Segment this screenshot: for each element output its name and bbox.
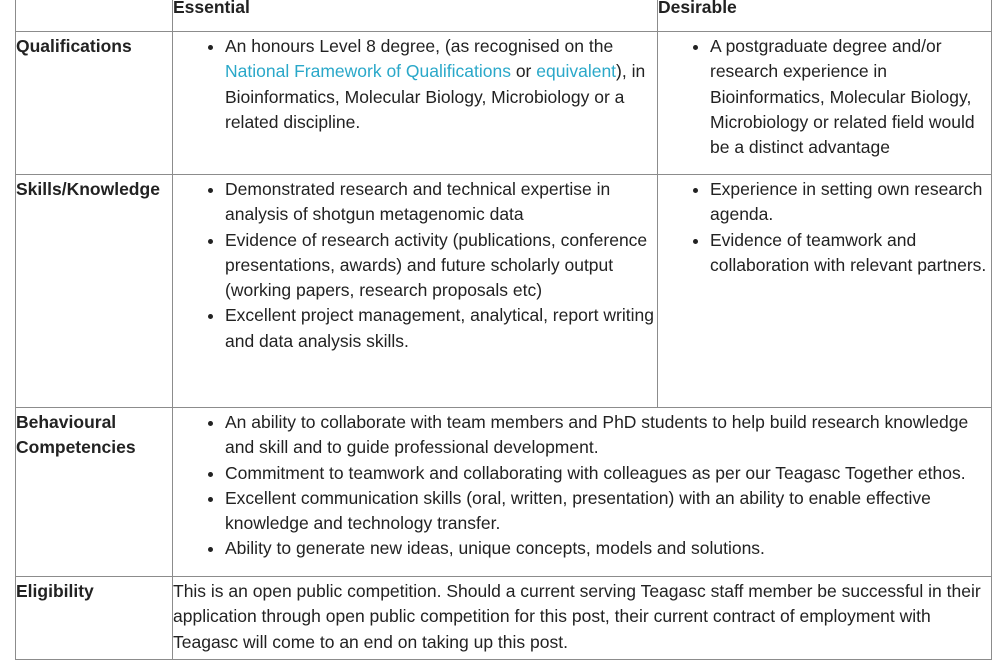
list-item: • Excellent communication skills (oral, written, presentation) with an ability to enable effective knowledge and technology transfer. (225, 486, 991, 537)
skills-label: Skills/Knowledge (16, 175, 173, 408)
qualifications-essential-text-1: An honours Level 8 degree, (as recognised on the (225, 36, 614, 56)
qualifications-row (16, 32, 992, 175)
header-desirable: Desirable (658, 0, 992, 32)
header-empty-cell (16, 0, 173, 32)
list-item: • An ability to collaborate with team members and PhD students to help build research knowledge and skill and to guide professional development. (225, 410, 991, 461)
list-item: • Evidence of research activity (publications, conference presentations, awards) and future scholarly output (working papers, research proposals etc) (225, 228, 657, 304)
nfq-link[interactable]: National Framework of Qualifications (225, 61, 511, 82)
skills-desirable-cell (658, 175, 992, 408)
header-essential: Essential (173, 0, 658, 32)
header-row (16, 0, 992, 32)
qualifications-desirable-cell (658, 32, 992, 175)
behavioural-label-line2: Competencies (16, 437, 136, 458)
behavioural-cell (173, 408, 992, 577)
equivalent-link[interactable]: equivalent (536, 61, 617, 82)
skills-desirable-list (658, 177, 991, 278)
eligibility-label: Eligibility (16, 577, 173, 660)
list-item: • Evidence of teamwork and collaboration with relevant partners. (710, 228, 991, 279)
eligibility-row (16, 577, 992, 660)
list-item: • Excellent project management, analytical, report writing and data analysis skills. (225, 303, 657, 354)
behavioural-label (16, 408, 173, 577)
skills-row (16, 175, 992, 408)
behavioural-label-line1: Behavioural (16, 412, 117, 432)
list-item: • Ability to generate new ideas, unique concepts, models and solutions. (225, 536, 991, 561)
qualifications-desirable-list (658, 34, 991, 160)
eligibility-text: This is an open public competition. Should a current serving Teagasc staff member be successful in their application through open public competition for this post, their current contract of employment with Teagasc will come to an end on taking up this post. (173, 577, 992, 660)
qualifications-essential-text-3: ), in Bioinformatics, Molecular Biology, Microbiology or a related discipline. (225, 61, 646, 132)
qualifications-essential-list (173, 34, 657, 135)
skills-essential-list (173, 177, 657, 354)
list-item (225, 34, 657, 135)
qualifications-label: Qualifications (16, 32, 173, 175)
requirements-table-container (15, 0, 991, 660)
qualifications-essential-cell (173, 32, 658, 175)
list-item: • Demonstrated research and technical expertise in analysis of shotgun metagenomic data (225, 177, 657, 228)
requirements-table (15, 0, 992, 660)
behavioural-row (16, 408, 992, 577)
qualifications-essential-text-2: or (510, 61, 537, 82)
behavioural-list (173, 410, 991, 562)
list-item: • Commitment to teamwork and collaborating with colleagues as per our Teagasc Together ethos. (225, 461, 991, 486)
list-item: • Experience in setting own research agenda. (710, 177, 991, 228)
list-item: • A postgraduate degree and/or research experience in Bioinformatics, Molecular Biology, Microbiology or related field would be a distinct advantage (710, 34, 991, 160)
skills-essential-cell (173, 175, 658, 408)
